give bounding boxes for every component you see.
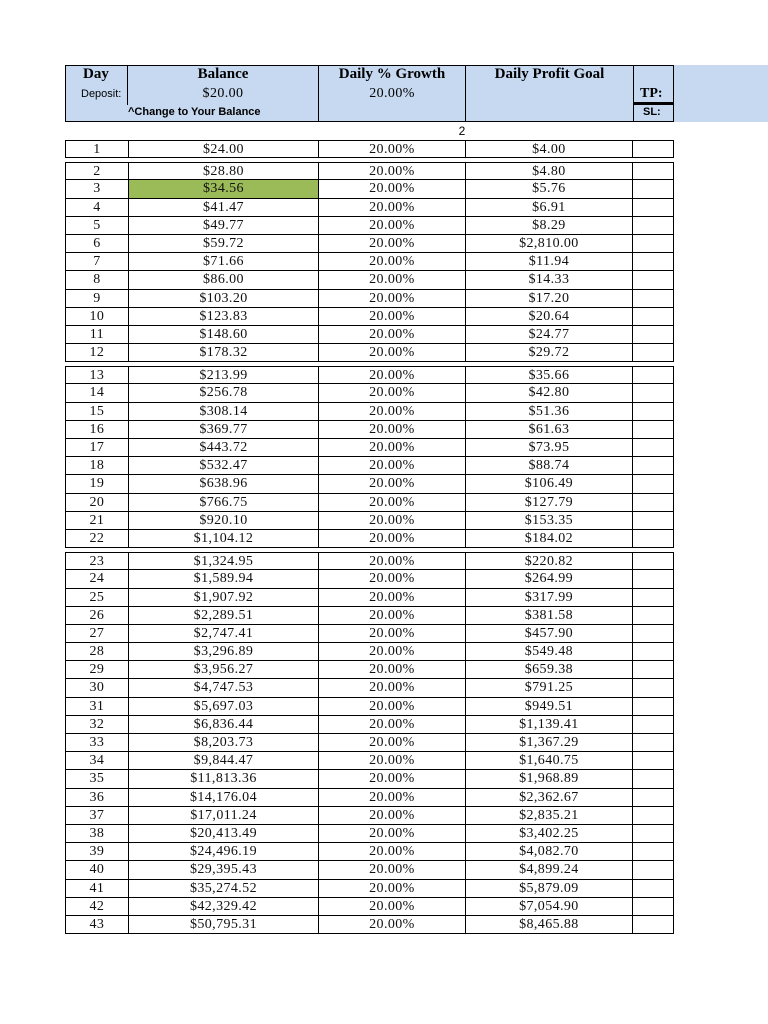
day-cell[interactable]: 4 xyxy=(66,199,129,216)
extra-cell[interactable] xyxy=(633,235,673,252)
day-cell[interactable]: 2 xyxy=(66,163,129,179)
profit-goal-cell[interactable]: $153.35 xyxy=(466,512,633,529)
growth-cell[interactable]: 20.00% xyxy=(319,494,466,511)
table-row xyxy=(65,235,674,253)
profit-goal-cell[interactable]: $20.64 xyxy=(466,308,633,325)
profit-goal-cell[interactable]: $317.99 xyxy=(466,589,633,606)
balance-cell[interactable]: $2,289.51 xyxy=(129,607,319,624)
growth-cell[interactable]: 20.00% xyxy=(319,439,466,456)
balance-cell[interactable]: $24.00 xyxy=(129,141,319,157)
day-cell[interactable]: 27 xyxy=(66,625,129,642)
table-row xyxy=(65,344,674,362)
day-cell[interactable]: 24 xyxy=(66,570,129,587)
extra-cell[interactable] xyxy=(633,861,673,878)
growth-cell[interactable]: 20.00% xyxy=(319,752,466,769)
day-cell[interactable]: 28 xyxy=(66,643,129,660)
extra-cell[interactable] xyxy=(633,180,673,197)
extra-cell[interactable] xyxy=(633,789,673,806)
balance-cell[interactable]: $308.14 xyxy=(129,403,319,420)
growth-cell[interactable]: 20.00% xyxy=(319,512,466,529)
profit-goal-cell[interactable]: $29.72 xyxy=(466,344,633,361)
table-row xyxy=(65,512,674,530)
table-row xyxy=(65,643,674,661)
profit-goal-cell[interactable]: $51.36 xyxy=(466,403,633,420)
day-cell[interactable]: 20 xyxy=(66,494,129,511)
day-cell[interactable]: 8 xyxy=(66,271,129,288)
extra-cell[interactable] xyxy=(633,457,673,474)
day-cell[interactable]: 22 xyxy=(66,530,129,547)
table-row xyxy=(65,494,674,512)
balance-cell[interactable]: $3,296.89 xyxy=(129,643,319,660)
growth-cell[interactable]: 20.00% xyxy=(319,141,466,157)
day-cell[interactable]: 42 xyxy=(66,898,129,915)
day-cell[interactable]: 31 xyxy=(66,698,129,715)
balance-cell[interactable]: $256.78 xyxy=(129,384,319,401)
profit-goal-cell[interactable]: $106.49 xyxy=(466,475,633,492)
balance-cell[interactable]: $123.83 xyxy=(129,308,319,325)
table-row xyxy=(65,290,674,308)
balance-cell[interactable]: $3,956.27 xyxy=(129,661,319,678)
profit-goal-cell[interactable]: $2,835.21 xyxy=(466,807,633,824)
table-row xyxy=(65,880,674,898)
table-row xyxy=(65,898,674,916)
extra-cell[interactable] xyxy=(633,843,673,860)
growth-cell[interactable]: 20.00% xyxy=(319,570,466,587)
balance-cell[interactable]: $1,589.94 xyxy=(129,570,319,587)
extra-cell[interactable] xyxy=(633,403,673,420)
extra-cell[interactable] xyxy=(633,199,673,216)
table-row xyxy=(65,716,674,734)
profit-goal-cell[interactable]: $73.95 xyxy=(466,439,633,456)
growth-cell[interactable]: 20.00% xyxy=(319,326,466,343)
table-row xyxy=(65,607,674,625)
extra-cell[interactable] xyxy=(633,589,673,606)
balance-cell[interactable]: $20,413.49 xyxy=(129,825,319,842)
profit-goal-cell[interactable]: $381.58 xyxy=(466,607,633,624)
balance-cell[interactable]: $42,329.42 xyxy=(129,898,319,915)
profit-goal-cell[interactable]: $659.38 xyxy=(466,661,633,678)
table-row xyxy=(65,326,674,344)
growth-cell[interactable]: 20.00% xyxy=(319,880,466,897)
extra-cell[interactable] xyxy=(633,512,673,529)
table-row xyxy=(65,843,674,861)
growth-cell[interactable]: 20.00% xyxy=(319,825,466,842)
day-cell[interactable]: 38 xyxy=(66,825,129,842)
growth-cell[interactable]: 20.00% xyxy=(319,180,466,197)
balance-cell[interactable]: $443.72 xyxy=(129,439,319,456)
profit-goal-cell[interactable]: $1,139.41 xyxy=(466,716,633,733)
profit-goal-cell[interactable]: $35.66 xyxy=(466,367,633,383)
day-cell[interactable]: 34 xyxy=(66,752,129,769)
profit-goal-cell[interactable]: $42.80 xyxy=(466,384,633,401)
balance-cell[interactable]: $920.10 xyxy=(129,512,319,529)
balance-cell[interactable]: $532.47 xyxy=(129,457,319,474)
growth-cell[interactable]: 20.00% xyxy=(319,475,466,492)
profit-goal-cell[interactable]: $11.94 xyxy=(466,253,633,270)
extra-cell[interactable] xyxy=(633,643,673,660)
table-row xyxy=(65,916,674,934)
day-cell[interactable]: 5 xyxy=(66,217,129,234)
table-row xyxy=(65,589,674,607)
header-border-col4 xyxy=(633,65,634,122)
growth-cell[interactable]: 20.00% xyxy=(319,235,466,252)
profit-goal-cell[interactable]: $5.76 xyxy=(466,180,633,197)
table-row xyxy=(65,439,674,457)
balance-cell[interactable]: $50,795.31 xyxy=(129,916,319,933)
growth-cell[interactable]: 20.00% xyxy=(319,643,466,660)
balance-cell[interactable]: $34.56 xyxy=(129,180,319,197)
table-row xyxy=(65,625,674,643)
day-cell[interactable]: 32 xyxy=(66,716,129,733)
balance-cell[interactable]: $41.47 xyxy=(129,199,319,216)
balance-cell[interactable]: $71.66 xyxy=(129,253,319,270)
profit-goal-cell[interactable]: $4,899.24 xyxy=(466,861,633,878)
balance-cell[interactable]: $8,203.73 xyxy=(129,734,319,751)
day-cell[interactable]: 15 xyxy=(66,403,129,420)
balance-cell[interactable]: $178.32 xyxy=(129,344,319,361)
day-cell[interactable]: 17 xyxy=(66,439,129,456)
extra-cell[interactable] xyxy=(633,439,673,456)
table-row xyxy=(65,661,674,679)
table-row xyxy=(65,384,674,402)
day-cell[interactable]: 37 xyxy=(66,807,129,824)
growth-cell[interactable]: 20.00% xyxy=(319,843,466,860)
table-row xyxy=(65,530,674,548)
growth-value[interactable]: 20.00% xyxy=(369,86,415,101)
extra-cell[interactable] xyxy=(633,807,673,824)
day-header: Day xyxy=(83,66,109,82)
profit-goal-cell[interactable]: $264.99 xyxy=(466,570,633,587)
balance-cell[interactable]: $35,274.52 xyxy=(129,880,319,897)
table-row xyxy=(65,140,674,158)
change-balance-note: ^Change to Your Balance xyxy=(128,106,261,118)
growth-cell[interactable]: 20.00% xyxy=(319,607,466,624)
extra-cell[interactable] xyxy=(633,217,673,234)
balance-cell[interactable]: $29,395.43 xyxy=(129,861,319,878)
profit-goal-cell[interactable]: $5,879.09 xyxy=(466,880,633,897)
balance-cell[interactable]: $1,907.92 xyxy=(129,589,319,606)
profit-goal-header: Daily Profit Goal xyxy=(494,66,605,82)
balance-cell[interactable]: $148.60 xyxy=(129,326,319,343)
profit-goal-cell[interactable]: $2,362.67 xyxy=(466,789,633,806)
day-cell[interactable]: 13 xyxy=(66,367,129,383)
balance-cell[interactable]: $213.99 xyxy=(129,367,319,383)
extra-cell[interactable] xyxy=(633,253,673,270)
growth-cell[interactable]: 20.00% xyxy=(319,308,466,325)
table-row xyxy=(65,366,674,384)
extra-cell[interactable] xyxy=(633,326,673,343)
extra-cell[interactable] xyxy=(633,770,673,787)
profit-goal-cell[interactable]: $6.91 xyxy=(466,199,633,216)
growth-cell[interactable]: 20.00% xyxy=(319,290,466,307)
header-border-left xyxy=(65,65,66,122)
profit-goal-cell[interactable]: $184.02 xyxy=(466,530,633,547)
table-row xyxy=(65,807,674,825)
growth-table xyxy=(65,140,674,934)
profit-goal-cell[interactable]: $61.63 xyxy=(466,421,633,438)
extra-cell[interactable] xyxy=(633,752,673,769)
profit-goal-cell[interactable]: $127.79 xyxy=(466,494,633,511)
table-row xyxy=(65,162,674,180)
extra-cell[interactable] xyxy=(633,271,673,288)
deposit-label: Deposit: xyxy=(81,88,122,100)
extra-cell[interactable] xyxy=(633,898,673,915)
growth-cell[interactable]: 20.00% xyxy=(319,457,466,474)
day-cell[interactable]: 9 xyxy=(66,290,129,307)
growth-cell[interactable]: 20.00% xyxy=(319,861,466,878)
day-cell[interactable]: 43 xyxy=(66,916,129,933)
sl-label: SL: xyxy=(643,106,661,118)
day-cell[interactable]: 3 xyxy=(66,180,129,197)
profit-goal-cell[interactable]: $2,810.00 xyxy=(466,235,633,252)
extra-cell[interactable] xyxy=(633,141,673,157)
growth-cell[interactable]: 20.00% xyxy=(319,734,466,751)
table-row xyxy=(65,752,674,770)
table-row xyxy=(65,421,674,439)
day-cell[interactable]: 35 xyxy=(66,770,129,787)
header-band-extension xyxy=(673,65,768,122)
table-row xyxy=(65,698,674,716)
extra-cell[interactable] xyxy=(633,679,673,696)
profit-goal-cell[interactable]: $3,402.25 xyxy=(466,825,633,842)
extra-cell[interactable] xyxy=(633,661,673,678)
table-row xyxy=(65,271,674,289)
day-cell[interactable]: 6 xyxy=(66,235,129,252)
day-cell[interactable]: 12 xyxy=(66,344,129,361)
tp-label: TP: xyxy=(640,86,663,101)
balance-cell[interactable]: $103.20 xyxy=(129,290,319,307)
growth-cell[interactable]: 20.00% xyxy=(319,421,466,438)
balance-cell[interactable]: $14,176.04 xyxy=(129,789,319,806)
extra-cell[interactable] xyxy=(633,290,673,307)
extra-cell[interactable] xyxy=(633,553,673,569)
day-cell[interactable]: 11 xyxy=(66,326,129,343)
extra-cell[interactable] xyxy=(633,607,673,624)
growth-cell[interactable]: 20.00% xyxy=(319,384,466,401)
profit-goal-cell[interactable]: $24.77 xyxy=(466,326,633,343)
day-cell[interactable]: 23 xyxy=(66,553,129,569)
extra-cell[interactable] xyxy=(633,384,673,401)
table-row xyxy=(65,570,674,588)
balance-cell[interactable]: $4,747.53 xyxy=(129,679,319,696)
table-row xyxy=(65,253,674,271)
profit-goal-cell[interactable]: $4.00 xyxy=(466,141,633,157)
profit-goal-cell[interactable]: $457.90 xyxy=(466,625,633,642)
extra-cell[interactable] xyxy=(633,698,673,715)
day-cell[interactable]: 14 xyxy=(66,384,129,401)
table-row xyxy=(65,457,674,475)
day-cell[interactable]: 29 xyxy=(66,661,129,678)
balance-cell[interactable]: $9,844.47 xyxy=(129,752,319,769)
balance-cell[interactable]: $6,836.44 xyxy=(129,716,319,733)
growth-cell[interactable]: 20.00% xyxy=(319,344,466,361)
extra-cell[interactable] xyxy=(633,530,673,547)
profit-goal-cell[interactable]: $1,640.75 xyxy=(466,752,633,769)
extra-cell[interactable] xyxy=(633,494,673,511)
growth-cell[interactable]: 20.00% xyxy=(319,807,466,824)
balance-cell[interactable]: $86.00 xyxy=(129,271,319,288)
balance-cell[interactable]: $1,324.95 xyxy=(129,553,319,569)
extra-cell[interactable] xyxy=(633,825,673,842)
table-row xyxy=(65,770,674,788)
day-cell[interactable]: 30 xyxy=(66,679,129,696)
table-row xyxy=(65,308,674,326)
table-row xyxy=(65,734,674,752)
profit-goal-cell[interactable]: $8.29 xyxy=(466,217,633,234)
day-cell[interactable]: 33 xyxy=(66,734,129,751)
growth-cell[interactable]: 20.00% xyxy=(319,199,466,216)
extra-cell[interactable] xyxy=(633,367,673,383)
profit-goal-cell[interactable]: $220.82 xyxy=(466,553,633,569)
growth-cell[interactable]: 20.00% xyxy=(319,163,466,179)
profit-goal-cell[interactable]: $8,465.88 xyxy=(466,916,633,933)
profit-goal-cell[interactable]: $549.48 xyxy=(466,643,633,660)
profit-goal-cell[interactable]: $88.74 xyxy=(466,457,633,474)
profit-goal-cell[interactable]: $4,082.70 xyxy=(466,843,633,860)
profit-goal-cell[interactable]: $1,968.89 xyxy=(466,770,633,787)
day-cell[interactable]: 7 xyxy=(66,253,129,270)
table-row xyxy=(65,825,674,843)
balance-cell[interactable]: $59.72 xyxy=(129,235,319,252)
balance-cell[interactable]: $5,697.03 xyxy=(129,698,319,715)
extra-cell[interactable] xyxy=(633,421,673,438)
day-cell[interactable]: 21 xyxy=(66,512,129,529)
extra-cell[interactable] xyxy=(633,344,673,361)
growth-cell[interactable]: 20.00% xyxy=(319,770,466,787)
day-cell[interactable]: 1 xyxy=(66,141,129,157)
page-number: 2 xyxy=(458,124,466,138)
growth-cell[interactable]: 20.00% xyxy=(319,530,466,547)
day-cell[interactable]: 40 xyxy=(66,861,129,878)
balance-cell[interactable]: $2,747.41 xyxy=(129,625,319,642)
extra-cell[interactable] xyxy=(633,880,673,897)
table-row xyxy=(65,861,674,879)
balance-cell[interactable]: $1,104.12 xyxy=(129,530,319,547)
extra-cell[interactable] xyxy=(633,308,673,325)
header-border-bottom xyxy=(65,121,674,122)
growth-cell[interactable]: 20.00% xyxy=(319,367,466,383)
table-row xyxy=(65,679,674,697)
growth-header: Daily % Growth xyxy=(338,66,446,82)
profit-goal-cell[interactable]: $4.80 xyxy=(466,163,633,179)
day-cell[interactable]: 25 xyxy=(66,589,129,606)
growth-cell[interactable]: 20.00% xyxy=(319,253,466,270)
header-border-col5 xyxy=(673,65,674,122)
growth-cell[interactable]: 20.00% xyxy=(319,589,466,606)
growth-cell[interactable]: 20.00% xyxy=(319,625,466,642)
balance-cell[interactable]: $638.96 xyxy=(129,475,319,492)
table-row xyxy=(65,789,674,807)
growth-cell[interactable]: 20.00% xyxy=(319,916,466,933)
growth-cell[interactable]: 20.00% xyxy=(319,716,466,733)
table-row xyxy=(65,180,674,198)
table-row xyxy=(65,475,674,493)
growth-cell[interactable]: 20.00% xyxy=(319,898,466,915)
day-cell[interactable]: 26 xyxy=(66,607,129,624)
profit-goal-cell[interactable]: $1,367.29 xyxy=(466,734,633,751)
day-cell[interactable]: 18 xyxy=(66,457,129,474)
growth-cell[interactable]: 20.00% xyxy=(319,271,466,288)
growth-cell[interactable]: 20.00% xyxy=(319,661,466,678)
growth-cell[interactable]: 20.00% xyxy=(319,403,466,420)
day-cell[interactable]: 16 xyxy=(66,421,129,438)
extra-cell[interactable] xyxy=(633,734,673,751)
table-row xyxy=(65,199,674,217)
balance-cell[interactable]: $766.75 xyxy=(129,494,319,511)
extra-cell[interactable] xyxy=(633,475,673,492)
day-cell[interactable]: 19 xyxy=(66,475,129,492)
growth-cell[interactable]: 20.00% xyxy=(319,698,466,715)
balance-cell[interactable]: $28.80 xyxy=(129,163,319,179)
extra-cell[interactable] xyxy=(633,916,673,933)
deposit-value[interactable]: $20.00 xyxy=(202,86,244,101)
balance-cell[interactable]: $11,813.36 xyxy=(129,770,319,787)
day-cell[interactable]: 36 xyxy=(66,789,129,806)
extra-cell[interactable] xyxy=(633,716,673,733)
growth-cell[interactable]: 20.00% xyxy=(319,553,466,569)
balance-cell[interactable]: $369.77 xyxy=(129,421,319,438)
growth-cell[interactable]: 20.00% xyxy=(319,217,466,234)
growth-cell[interactable]: 20.00% xyxy=(319,679,466,696)
profit-goal-cell[interactable]: $791.25 xyxy=(466,679,633,696)
balance-cell[interactable]: $49.77 xyxy=(129,217,319,234)
extra-cell[interactable] xyxy=(633,163,673,179)
extra-cell[interactable] xyxy=(633,625,673,642)
table-row xyxy=(65,403,674,421)
day-cell[interactable]: 41 xyxy=(66,880,129,897)
header-border-tp-underline xyxy=(633,102,674,105)
growth-cell[interactable]: 20.00% xyxy=(319,789,466,806)
profit-goal-cell[interactable]: $17.20 xyxy=(466,290,633,307)
day-cell[interactable]: 39 xyxy=(66,843,129,860)
balance-header: Balance xyxy=(197,66,249,82)
balance-cell[interactable]: $17,011.24 xyxy=(129,807,319,824)
balance-cell[interactable]: $24,496.19 xyxy=(129,843,319,860)
table-row xyxy=(65,552,674,570)
profit-goal-cell[interactable]: $7,054.90 xyxy=(466,898,633,915)
profit-goal-cell[interactable]: $949.51 xyxy=(466,698,633,715)
profit-goal-cell[interactable]: $14.33 xyxy=(466,271,633,288)
extra-cell[interactable] xyxy=(633,570,673,587)
table-row xyxy=(65,217,674,235)
day-cell[interactable]: 10 xyxy=(66,308,129,325)
